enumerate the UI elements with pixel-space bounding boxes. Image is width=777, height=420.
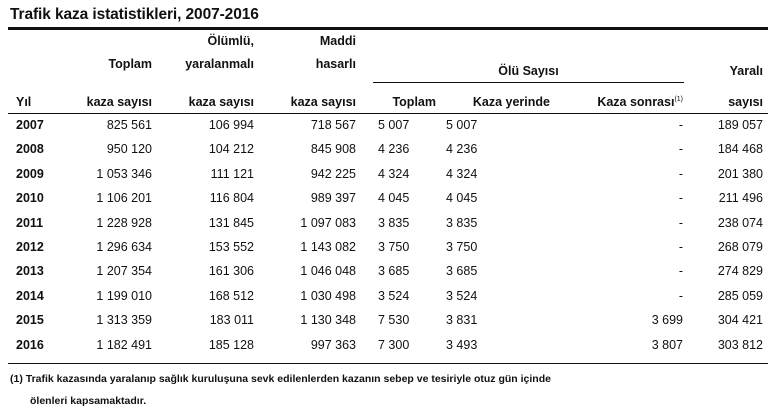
cell-toplam-kaza: 825 561 — [106, 118, 152, 132]
cell-olumlu-kaza: 161 306 — [208, 264, 254, 279]
cell-kaza-sonrasi: - — [678, 215, 683, 230]
cell-olu-toplam: 7 300 — [378, 337, 410, 352]
cell-year: 2011 — [16, 215, 44, 230]
cell-kaza-yerinde: 3 750 — [446, 240, 478, 254]
cell-olu-toplam: 4 236 — [378, 142, 410, 157]
cell-kaza-sonrasi: - — [678, 118, 683, 132]
header-olumlu-line3: kaza sayısı — [188, 95, 254, 109]
cell-year: 2013 — [16, 264, 44, 279]
cell-olu-toplam: 3 835 — [378, 215, 410, 230]
cell-kaza-sonrasi: 3 699 — [651, 313, 683, 328]
cell-kaza-yerinde: 4 324 — [446, 166, 478, 181]
cell-kaza-yerinde: 3 685 — [446, 264, 478, 279]
cell-year: 2014 — [16, 288, 44, 303]
cell-kaza-sonrasi: - — [678, 240, 683, 254]
cell-maddi-kaza: 1 097 083 — [300, 215, 356, 230]
cell-kaza-yerinde: 3 831 — [446, 313, 478, 328]
cell-olu-toplam: 3 685 — [378, 264, 410, 279]
cell-olu-toplam: 5 007 — [378, 118, 410, 132]
cell-olumlu-kaza: 104 212 — [208, 142, 254, 157]
cell-olu-toplam: 3 524 — [378, 288, 410, 303]
cell-kaza-yerinde: 3 835 — [446, 215, 478, 230]
header-yarali-line2: sayısı — [728, 95, 763, 109]
cell-toplam-kaza: 1 296 634 — [96, 240, 152, 254]
cell-year: 2012 — [16, 240, 44, 254]
cell-year: 2007 — [16, 118, 44, 132]
cell-olumlu-kaza: 131 845 — [208, 215, 254, 230]
header-kaza-yerinde: Kaza yerinde — [472, 95, 550, 109]
cell-kaza-sonrasi: - — [678, 142, 683, 157]
cell-year: 2008 — [16, 142, 44, 157]
header-maddi-line3: kaza sayısı — [290, 95, 356, 109]
cell-yarali: 201 380 — [717, 166, 763, 181]
cell-maddi-kaza: 718 567 — [310, 118, 356, 132]
cell-maddi-kaza: 942 225 — [310, 166, 356, 181]
cell-kaza-yerinde: 4 045 — [446, 191, 478, 206]
top-rule — [8, 27, 768, 30]
cell-olu-toplam: 7 530 — [378, 313, 410, 328]
cell-toplam-kaza: 1 106 201 — [96, 191, 152, 206]
cell-toplam-kaza: 1 199 010 — [96, 288, 152, 303]
header-olu-toplam: Toplam — [392, 95, 436, 109]
cell-yarali: 274 829 — [717, 264, 763, 279]
cell-yarali: 303 812 — [717, 337, 763, 352]
cell-kaza-sonrasi: 3 807 — [651, 337, 683, 352]
cell-olu-toplam: 4 324 — [378, 166, 410, 181]
cell-kaza-sonrasi: - — [678, 191, 683, 206]
cell-olumlu-kaza: 168 512 — [208, 288, 254, 303]
cell-toplam-kaza: 1 207 354 — [96, 264, 152, 279]
cell-kaza-sonrasi: - — [678, 264, 683, 279]
header-olumlu-line1: Ölümlü, — [207, 34, 254, 48]
cell-olu-toplam: 4 045 — [378, 191, 410, 206]
header-maddi-line1: Maddi — [319, 34, 356, 48]
table-title: Trafik kaza istatistikleri, 2007-2016 — [10, 6, 259, 23]
cell-olumlu-kaza: 116 804 — [209, 191, 254, 206]
header-yil: Yıl — [16, 95, 32, 109]
cell-maddi-kaza: 989 397 — [310, 191, 356, 206]
cell-year: 2015 — [16, 313, 44, 328]
cell-maddi-kaza: 845 908 — [310, 142, 356, 157]
cell-kaza-sonrasi: - — [678, 288, 683, 303]
cell-olumlu-kaza: 111 121 — [210, 166, 254, 181]
cell-maddi-kaza: 1 130 348 — [300, 313, 356, 328]
cell-yarali: 184 468 — [717, 142, 763, 157]
cell-yarali: 211 496 — [718, 191, 763, 206]
cell-yarali: 238 074 — [717, 215, 763, 230]
header-olumlu-line2: yaralanmalı — [185, 57, 254, 71]
cell-toplam-kaza: 950 120 — [106, 142, 152, 157]
olu-sayisi-underline — [373, 82, 684, 83]
footnote-line2: ölenleri kapsamaktadır. — [30, 395, 147, 407]
cell-year: 2009 — [16, 166, 44, 181]
cell-maddi-kaza: 1 143 082 — [300, 240, 356, 254]
cell-yarali: 268 079 — [717, 240, 763, 254]
cell-maddi-kaza: 1 046 048 — [300, 264, 356, 279]
cell-olumlu-kaza: 183 011 — [209, 313, 254, 328]
cell-olumlu-kaza: 106 994 — [208, 118, 254, 132]
bottom-rule — [8, 363, 768, 364]
cell-olumlu-kaza: 185 128 — [208, 337, 254, 352]
cell-olu-toplam: 3 750 — [378, 240, 410, 254]
cell-kaza-yerinde: 5 007 — [446, 118, 478, 132]
cell-yarali: 285 059 — [717, 288, 763, 303]
header-kaza-sonrasi: Kaza sonrası$^{(1)}$ — [597, 95, 683, 109]
cell-year: 2010 — [16, 191, 44, 206]
footnote-line1: (1) Trafik kazasında yaralanıp sağlık kuruluşuna sevk edilenlerden kazanın sebep ve tesiriyle otuz gün içinde — [10, 373, 551, 385]
header-rule — [8, 113, 768, 114]
cell-maddi-kaza: 1 030 498 — [300, 288, 356, 303]
cell-toplam-kaza: 1 228 928 — [96, 215, 152, 230]
header-toplam-line2: kaza sayısı — [86, 95, 152, 109]
cell-toplam-kaza: 1 053 346 — [96, 166, 152, 181]
cell-kaza-sonrasi: - — [678, 166, 683, 181]
cell-olumlu-kaza: 153 552 — [208, 240, 254, 254]
cell-toplam-kaza: 1 313 359 — [96, 313, 152, 328]
cell-kaza-yerinde: 3 524 — [446, 288, 478, 303]
footnote-marker: (1) — [674, 96, 683, 103]
header-olu-sayisi: Ölü Sayısı — [498, 64, 559, 78]
cell-kaza-yerinde: 3 493 — [446, 337, 478, 352]
cell-kaza-yerinde: 4 236 — [446, 142, 478, 157]
header-maddi-line2: hasarlı — [315, 57, 356, 71]
cell-toplam-kaza: 1 182 491 — [96, 337, 152, 352]
header-toplam-line1: Toplam — [108, 57, 152, 71]
cell-yarali: 189 057 — [717, 118, 763, 132]
cell-year: 2016 — [16, 337, 44, 352]
cell-maddi-kaza: 997 363 — [310, 337, 356, 352]
cell-yarali: 304 421 — [717, 313, 763, 328]
header-yarali-line1: Yaralı — [729, 64, 763, 78]
